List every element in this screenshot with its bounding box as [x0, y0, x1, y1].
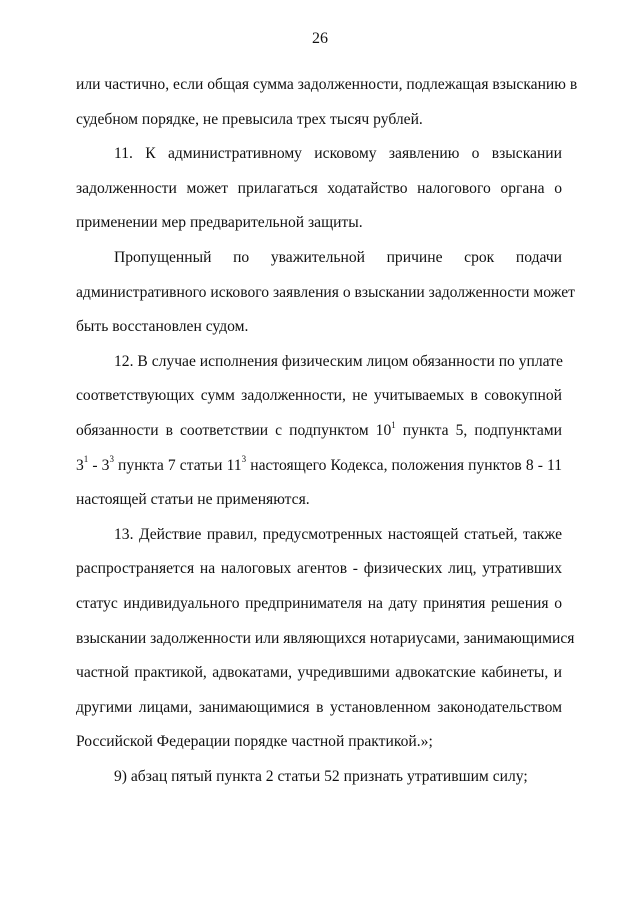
text-line-p4-l1: 12. В случае исполнения физическим лицом обязанности по уплате: [114, 352, 563, 370]
text-line-p4-l3: [76, 414, 562, 449]
superscript: 1: [391, 419, 396, 430]
text-block-bottom: [76, 483, 575, 794]
text-line-p3-l2: административного искового заявления о взыскании задолженности может: [76, 283, 575, 301]
text-line-p1-l2: судебном порядке, не превысила трех тысяч рублей.: [76, 110, 423, 128]
superscript: 3: [241, 454, 247, 465]
text-fragment: 3: [76, 456, 84, 474]
text-line-p2-l3: применении мер предварительной защиты.: [76, 214, 363, 232]
text-fragment: пункта 5, подпунктами: [395, 421, 562, 439]
superscript: 3: [109, 454, 114, 465]
text-line-p2-l1: 11. К административному исковому заявлению о взыскании: [114, 145, 562, 163]
text-line-p3-l3: быть восстановлен судом.: [76, 318, 249, 336]
text-fragment: настоящего Кодекса, положения пунктов 8 - 11: [246, 456, 563, 474]
text-line-p5-l2: распространяется на налоговых агентов - физических лиц, утративших: [76, 560, 562, 578]
text-line-p1-l1: или частично, если общая сумма задолженности, подлежащая взысканию в: [76, 76, 578, 93]
text-fragment: обязанности в соответствии с подпунктом 10: [76, 421, 392, 439]
page-number: 26: [312, 30, 328, 47]
text-fragment: пункта 7 статьи 11: [113, 456, 242, 474]
superscript: 1: [83, 454, 89, 465]
text-line-p4-l2: соответствующих сумм задолженности, не учитываемых в совокупной: [76, 387, 562, 405]
text-line-p5-l6: другими лицами, занимающимися в установленном законодательством: [76, 698, 562, 716]
text-line-p5-l4: взыскании задолженности или являющихся нотариусами, занимающимися: [76, 629, 575, 647]
text-line-p5-l3: статус индивидуального предпринимателя на дату принятия решения о: [76, 594, 562, 612]
text-line-p4-l5: настоящей статьи не применяются.: [76, 491, 310, 509]
text-line-p5-l1: 13. Действие правил, предусмотренных настоящей статьей, также: [114, 525, 562, 543]
text-line-p5-l7: Российской Федерации порядке частной практикой.»;: [76, 733, 433, 751]
text-fragment: - 3: [88, 456, 110, 474]
text-line-p2-l2: задолженности может прилагаться ходатайство налогового органа о: [76, 179, 562, 197]
text-line-p3-l1: Пропущенный по уважительной причине срок подачи: [114, 248, 562, 266]
text-line-p5-l5: частной практикой, адвокатами, учредившими адвокатские кабинеты, и: [76, 664, 562, 682]
text-block-top: [76, 68, 578, 414]
text-line-p4-l4: [76, 449, 562, 484]
text-line-p6-l1: 9) абзац пятый пункта 2 статьи 52 признать утратившим силу;: [114, 767, 528, 785]
document-body: [76, 68, 578, 794]
